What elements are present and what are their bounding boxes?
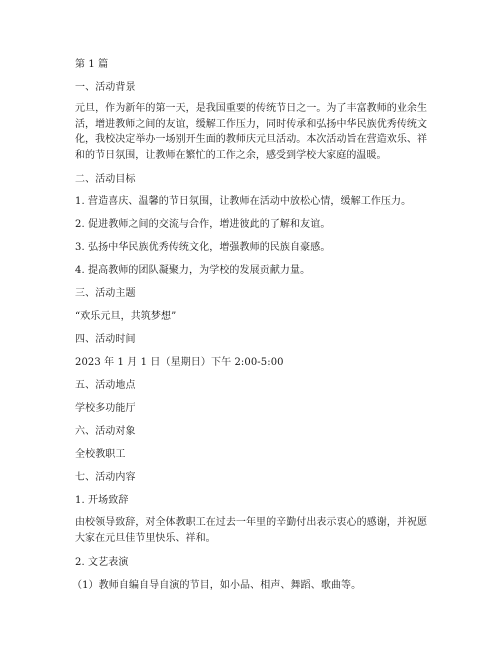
goal-item-1: 1. 营造喜庆、温馨的节日氛围，让教师在活动中放松心情，缓解工作压力。 bbox=[75, 196, 412, 207]
content-item-1-paragraph: 由校领导致辞，对全体教职工在过去一年里的辛勤付出表示衷心的感谢，并祝愿大家在元旦佳节里快乐、祥和。 bbox=[75, 517, 427, 544]
goal-item-3: 3. 弘扬中华民族优秀传统文化，增强教师的民族自豪感。 bbox=[75, 242, 331, 253]
content-item-2-sub-1: （1）教师自编自导自演的节目，如小品、相声、舞蹈、歌曲等。 bbox=[72, 580, 362, 591]
section-heading-audience: 六、活动对象 bbox=[75, 426, 136, 437]
location-text: 学校多功能厅 bbox=[75, 403, 136, 414]
section-heading-content: 七、活动内容 bbox=[75, 472, 136, 483]
section-heading-location: 五、活动地点 bbox=[75, 380, 136, 391]
time-text: 2023 年 1 月 1 日（星期日）下午 2:00-5:00 bbox=[75, 357, 284, 368]
section-heading-time: 四、活动时间 bbox=[75, 334, 136, 345]
goal-item-2: 2. 促进教师之间的交流与合作，增进彼此的了解和友谊。 bbox=[75, 219, 331, 230]
section-heading-goals: 二、活动目标 bbox=[75, 174, 136, 185]
content-item-1-title: 1. 开场致辞 bbox=[75, 495, 129, 506]
part-heading: 第 1 篇 bbox=[75, 59, 109, 70]
goal-item-4: 4. 提高教师的团队凝聚力，为学校的发展贡献力量。 bbox=[75, 265, 311, 276]
section-heading-background: 一、活动背景 bbox=[75, 82, 136, 93]
section-heading-theme: 三、活动主题 bbox=[75, 288, 136, 299]
background-paragraph: 元旦，作为新年的第一天，是我国重要的传统节日之一。为了丰富教师的业余生活，增进教师之间的友谊，缓解工作压力，同时传承和弘扬中华民族优秀传统文化，我校决定举办一场别开生面的教师庆元旦活动。本次活动旨在营造欢乐、祥和的节日氛围，让教师在繁忙的工作之余，感受到学校大家庭的温暖。 bbox=[75, 103, 427, 161]
audience-text: 全校教职工 bbox=[75, 449, 126, 460]
content-item-2-title: 2. 文艺表演 bbox=[75, 557, 129, 568]
theme-text: “欢乐元旦，共筑梦想” bbox=[75, 311, 177, 322]
